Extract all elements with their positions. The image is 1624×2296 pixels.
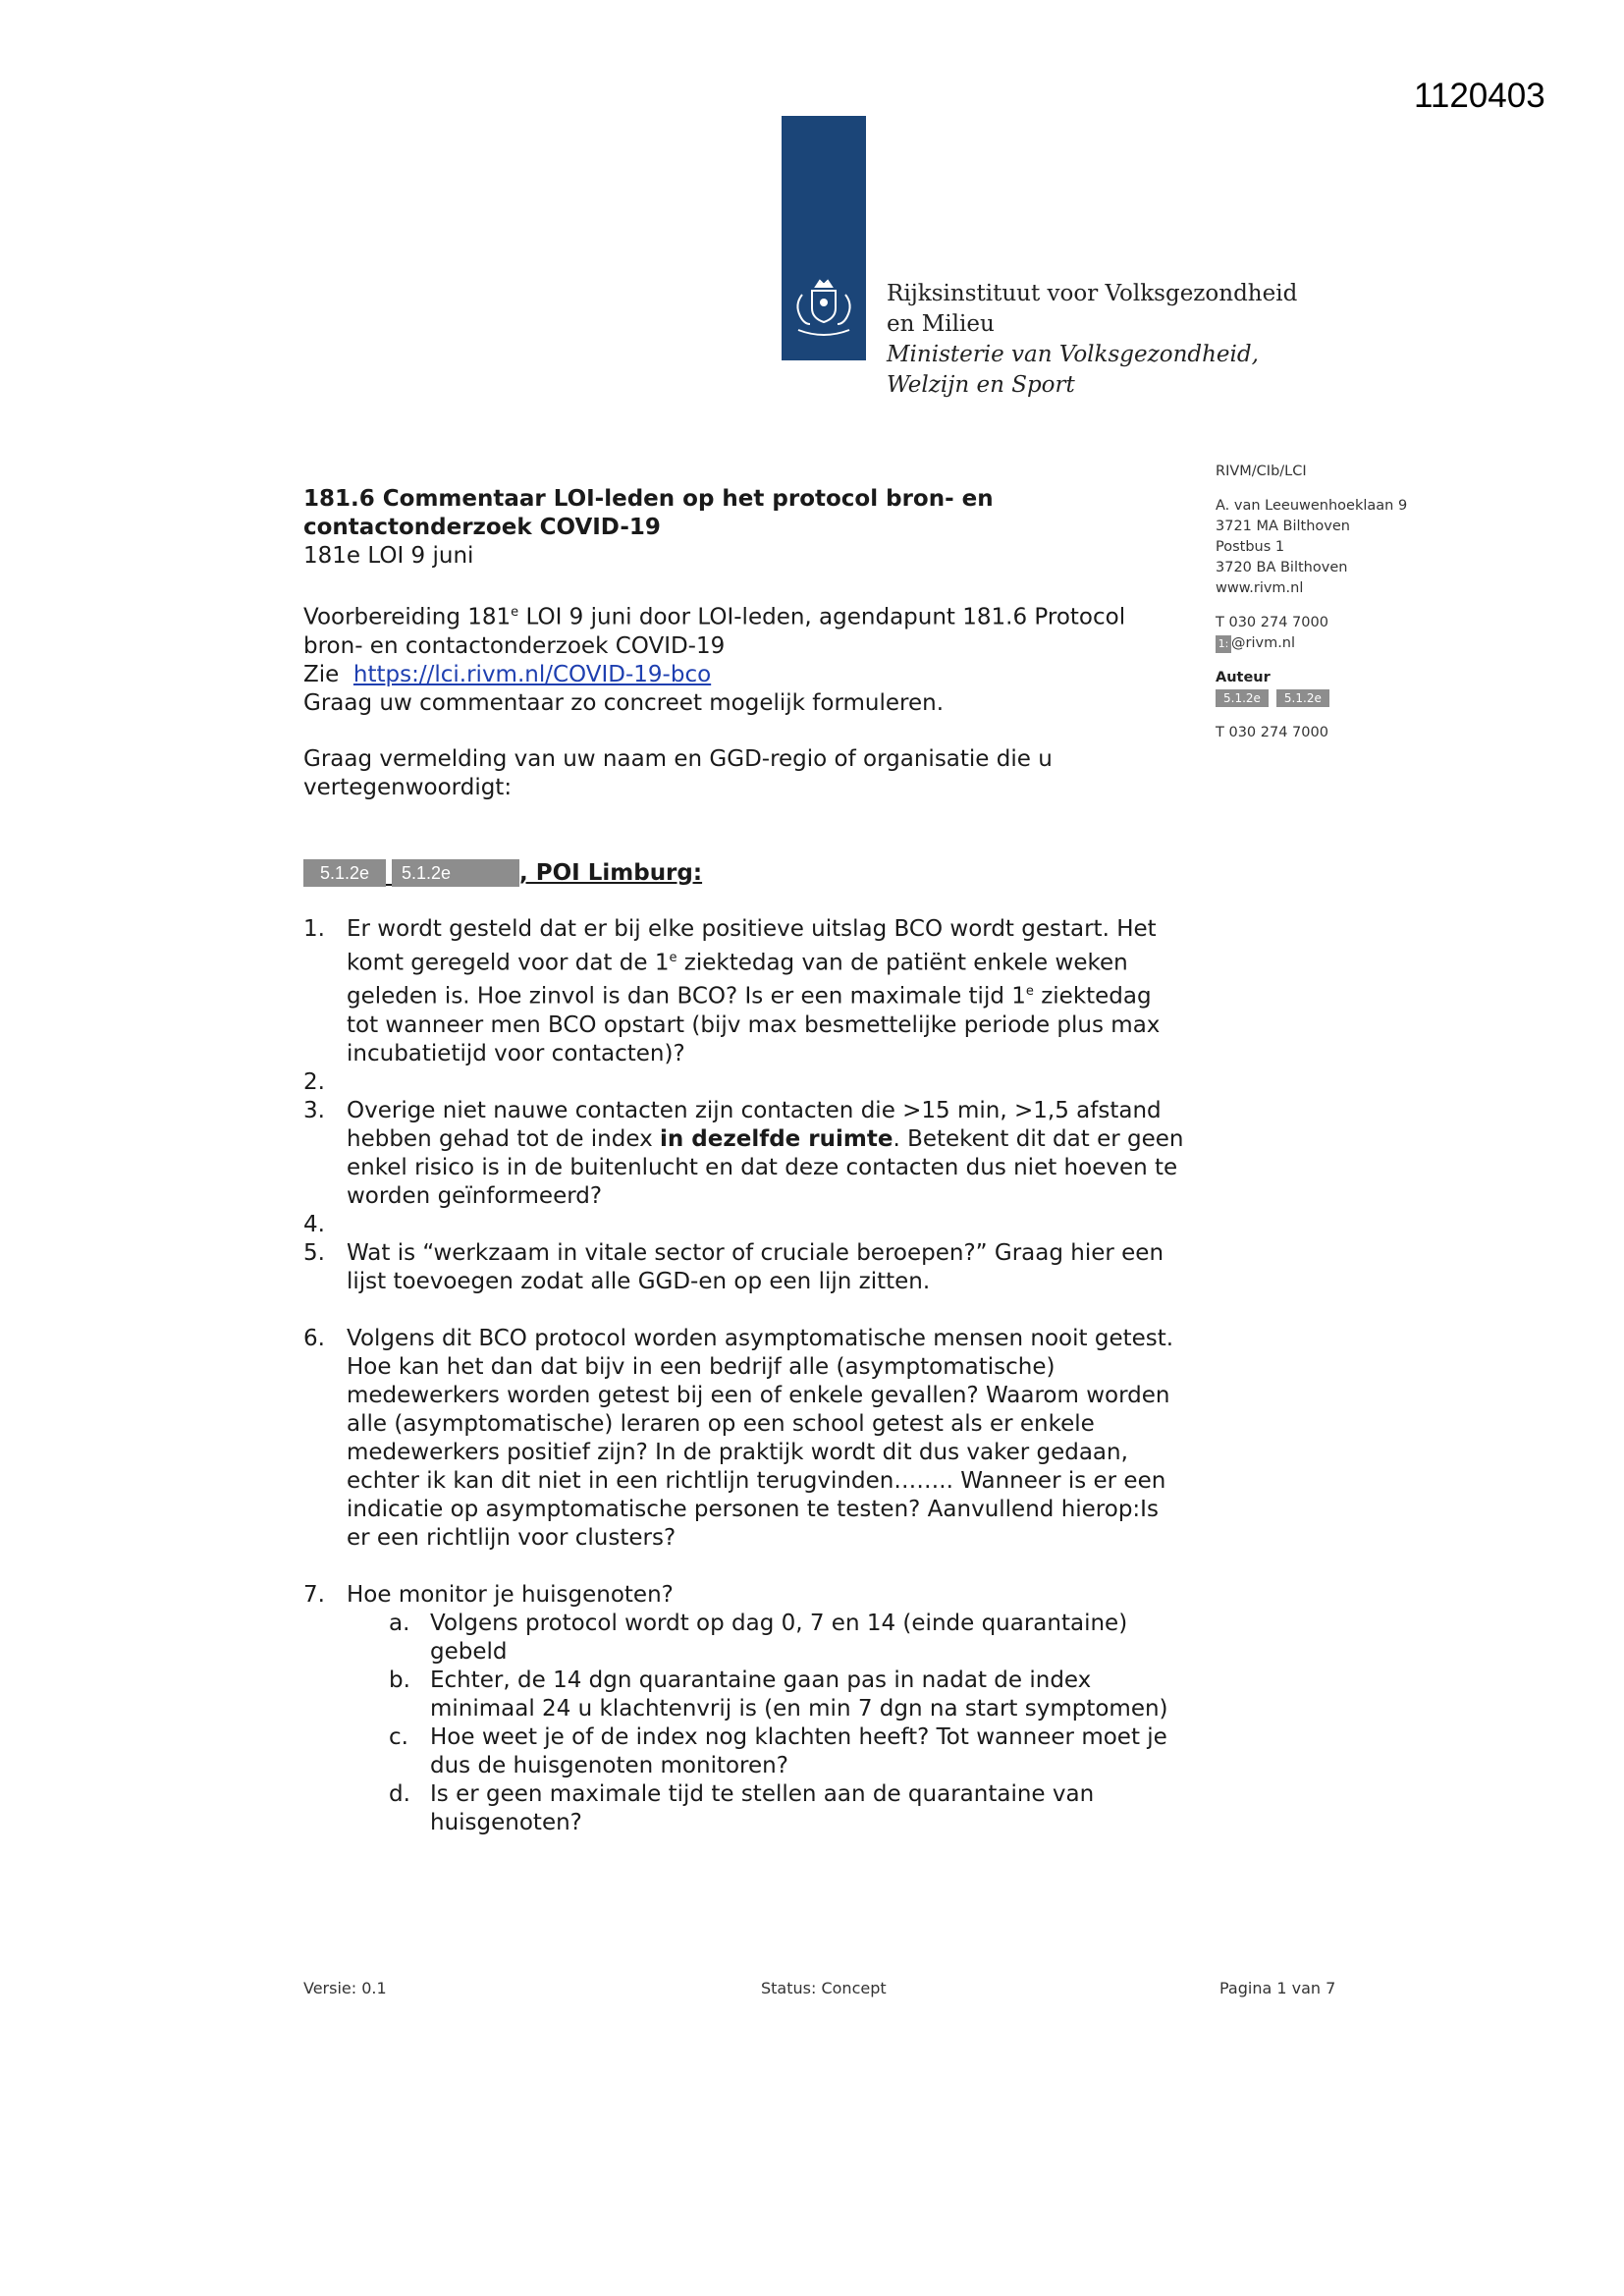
organization-name xyxy=(887,279,1297,401)
address-line4: 3720 BA Bilthoven xyxy=(1216,560,1348,575)
item-text: Volgens dit BCO protocol worden asymptomatische mensen nooit getest. Hoe kan het dan dat bijv in een bedrijf alle (asymptomatische) medewerkers worden getest bij een of enkele gevallen? Waarom worden alle (asymptomatische) leraren op een school getest als er enkele medewerkers positief zijn? In de praktijk wordt dit dus vaker gedaan, echter ik kan dit niet in een richtlijn terugvinden…….. Wanneer is er een indicatie op asymptomatische personen te testen? Aanvullend hierop:Is er een richtlijn voor clusters? xyxy=(347,1325,1174,1551)
sub-item-text: Echter, de 14 dgn quarantaine gaan pas in nadat de index minimaal 24 u klachtenvrij is (en min 7 dgn na start symptomen) xyxy=(430,1667,1168,1722)
ministry-line1: Ministerie van Volksgezondheid, xyxy=(887,342,1259,367)
item-number: 2. xyxy=(303,1068,325,1095)
address-line3: Postbus 1 xyxy=(1216,539,1285,555)
coat-of-arms-icon xyxy=(788,273,859,342)
respondent-line xyxy=(303,859,1187,888)
item-text xyxy=(347,1097,1187,1211)
mention-paragraph xyxy=(303,745,1187,802)
prep-sup: e xyxy=(511,605,519,620)
address-line2: 3721 MA Bilthoven xyxy=(1216,519,1350,534)
prep-text-b: LOI 9 juni door LOI-leden, agendapunt 181.6 Protocol xyxy=(518,604,1126,630)
author-phone: T 030 274 7000 xyxy=(1216,725,1328,740)
item-number: 7. xyxy=(303,1581,325,1608)
concrete-line: Graag uw commentaar zo concreet mogelijk formuleren. xyxy=(303,689,945,716)
email xyxy=(1216,633,1407,654)
list-item xyxy=(303,1211,1187,1239)
see-label: Zie xyxy=(303,661,353,687)
sub-item-letter: b. xyxy=(389,1667,410,1693)
item3-bold: in dezelfde ruimte xyxy=(660,1125,893,1152)
item1-text-c: ziektedag tot wanneer men BCO opstart (bijv max besmettelijke periode plus max incubatietijd voor contacten)? xyxy=(347,983,1161,1066)
prep-line1 xyxy=(303,598,1187,632)
name-redaction-2: 5.1.2e xyxy=(392,859,519,887)
item1-text-a: Er wordt gesteld dat er bij elke positieve uitslag BCO wordt gestart. Het komt geregeld voor dat de 1 xyxy=(347,915,1157,976)
email-redaction: 1: xyxy=(1216,635,1231,653)
author-redaction-2: 5.1.2e xyxy=(1276,689,1329,707)
phone: T 030 274 7000 xyxy=(1216,615,1328,630)
sub-list-item xyxy=(389,1723,1187,1780)
item-text xyxy=(347,915,1187,1068)
item1-sup1: e xyxy=(669,950,677,965)
org-name-line2: en Milieu xyxy=(887,311,995,337)
item-number: 5. xyxy=(303,1239,325,1266)
respondent-label: , POI Limburg: xyxy=(519,859,703,886)
sub-item-text: Is er geen maximale tijd te stellen aan de quarantaine van huisgenoten? xyxy=(430,1780,1095,1835)
author-redactions xyxy=(1216,688,1407,709)
list-item xyxy=(303,1581,1187,1610)
department: RIVM/CIb/LCI xyxy=(1216,464,1307,479)
list-item xyxy=(303,1068,1187,1097)
item-number: 1. xyxy=(303,915,325,942)
item-number: 4. xyxy=(303,1211,325,1237)
footer-status: Status: Concept xyxy=(761,1979,887,1997)
item-text: Wat is “werkzaam in vitale sector of cruciale beroepen?” Graag hier een lijst toevoegen zodat alle GGD-en op een lijn zitten. xyxy=(347,1239,1164,1294)
sub-item-text: Volgens protocol wordt op dag 0, 7 en 14 (einde quarantaine) gebeld xyxy=(430,1610,1128,1665)
prep-text-a: Voorbereiding 181 xyxy=(303,604,512,630)
author-redaction-1: 5.1.2e xyxy=(1216,689,1269,707)
protocol-link[interactable]: https://lci.rivm.nl/COVID-19-bco xyxy=(352,661,712,687)
sub-list xyxy=(303,1610,1187,1837)
mention-line2: vertegenwoordigt: xyxy=(303,774,513,800)
name-redaction-1: 5.1.2e xyxy=(303,859,386,887)
doc-title-line1: 181.6 Commentaar LOI-leden op het protocol bron- en xyxy=(303,486,994,512)
sub-list-item xyxy=(389,1610,1187,1667)
sub-list-item xyxy=(389,1667,1187,1723)
item-number: 6. xyxy=(303,1325,325,1351)
sub-item-letter: c. xyxy=(389,1723,408,1750)
footer-version: Versie: 0.1 xyxy=(303,1979,387,1997)
list-item xyxy=(303,1325,1187,1553)
sub-item-letter: d. xyxy=(389,1780,410,1807)
sub-list-item xyxy=(389,1780,1187,1837)
item3-text-a: Overige niet nauwe contacten zijn contacten die >15 min, >1,5 afstand hebben gehad tot de index xyxy=(347,1097,1162,1152)
see-line xyxy=(303,661,1187,689)
prep-line2: bron- en contactonderzoek COVID-19 xyxy=(303,632,726,659)
doc-title-line2: contactonderzoek COVID-19 xyxy=(303,515,661,540)
item1-text-b: ziektedag van de patiënt enkele weken geleden is. Hoe zinvol is dan BCO? Is er een maximale tijd 1 xyxy=(347,950,1128,1010)
list-item xyxy=(303,1239,1187,1296)
intro-paragraph xyxy=(303,598,1187,718)
document-number: 1120403 xyxy=(1414,77,1545,115)
address-line1: A. van Leeuwenhoeklaan 9 xyxy=(1216,498,1408,514)
sub-item-text: Hoe weet je of de index nog klachten heeft? Tot wanneer moet je dus de huisgenoten monitoren? xyxy=(430,1723,1167,1778)
sub-item-letter: a. xyxy=(389,1610,410,1636)
ministry-line2: Welzijn en Sport xyxy=(887,372,1075,398)
item1-sup2: e xyxy=(1025,984,1034,1000)
mention-line1: Graag vermelding van uw naam en GGD-regio of organisatie die u xyxy=(303,745,1053,772)
author-label: Auteur xyxy=(1216,670,1271,685)
item-text: Hoe monitor je huisgenoten? xyxy=(347,1581,674,1608)
main-content xyxy=(303,485,1187,1837)
comment-list xyxy=(303,915,1187,1837)
email-suffix: @rivm.nl xyxy=(1231,635,1296,651)
doc-subtitle: 181e LOI 9 juni xyxy=(303,543,474,569)
footer-page: Pagina 1 van 7 xyxy=(1219,1979,1336,1997)
website: www.rivm.nl xyxy=(1216,580,1304,596)
rijksoverheid-logo xyxy=(782,116,866,360)
sidebar-contact xyxy=(1216,462,1407,743)
org-name-line1: Rijksinstituut voor Volksgezondheid xyxy=(887,281,1298,306)
list-item xyxy=(303,915,1187,1068)
item-number: 3. xyxy=(303,1097,325,1123)
list-item xyxy=(303,1097,1187,1211)
item3-text-b: . Betekent dit dat er geen enkel risico is in de buitenlucht en dat deze contacten dus niet hoeven te worden geïnformeerd? xyxy=(347,1125,1184,1209)
